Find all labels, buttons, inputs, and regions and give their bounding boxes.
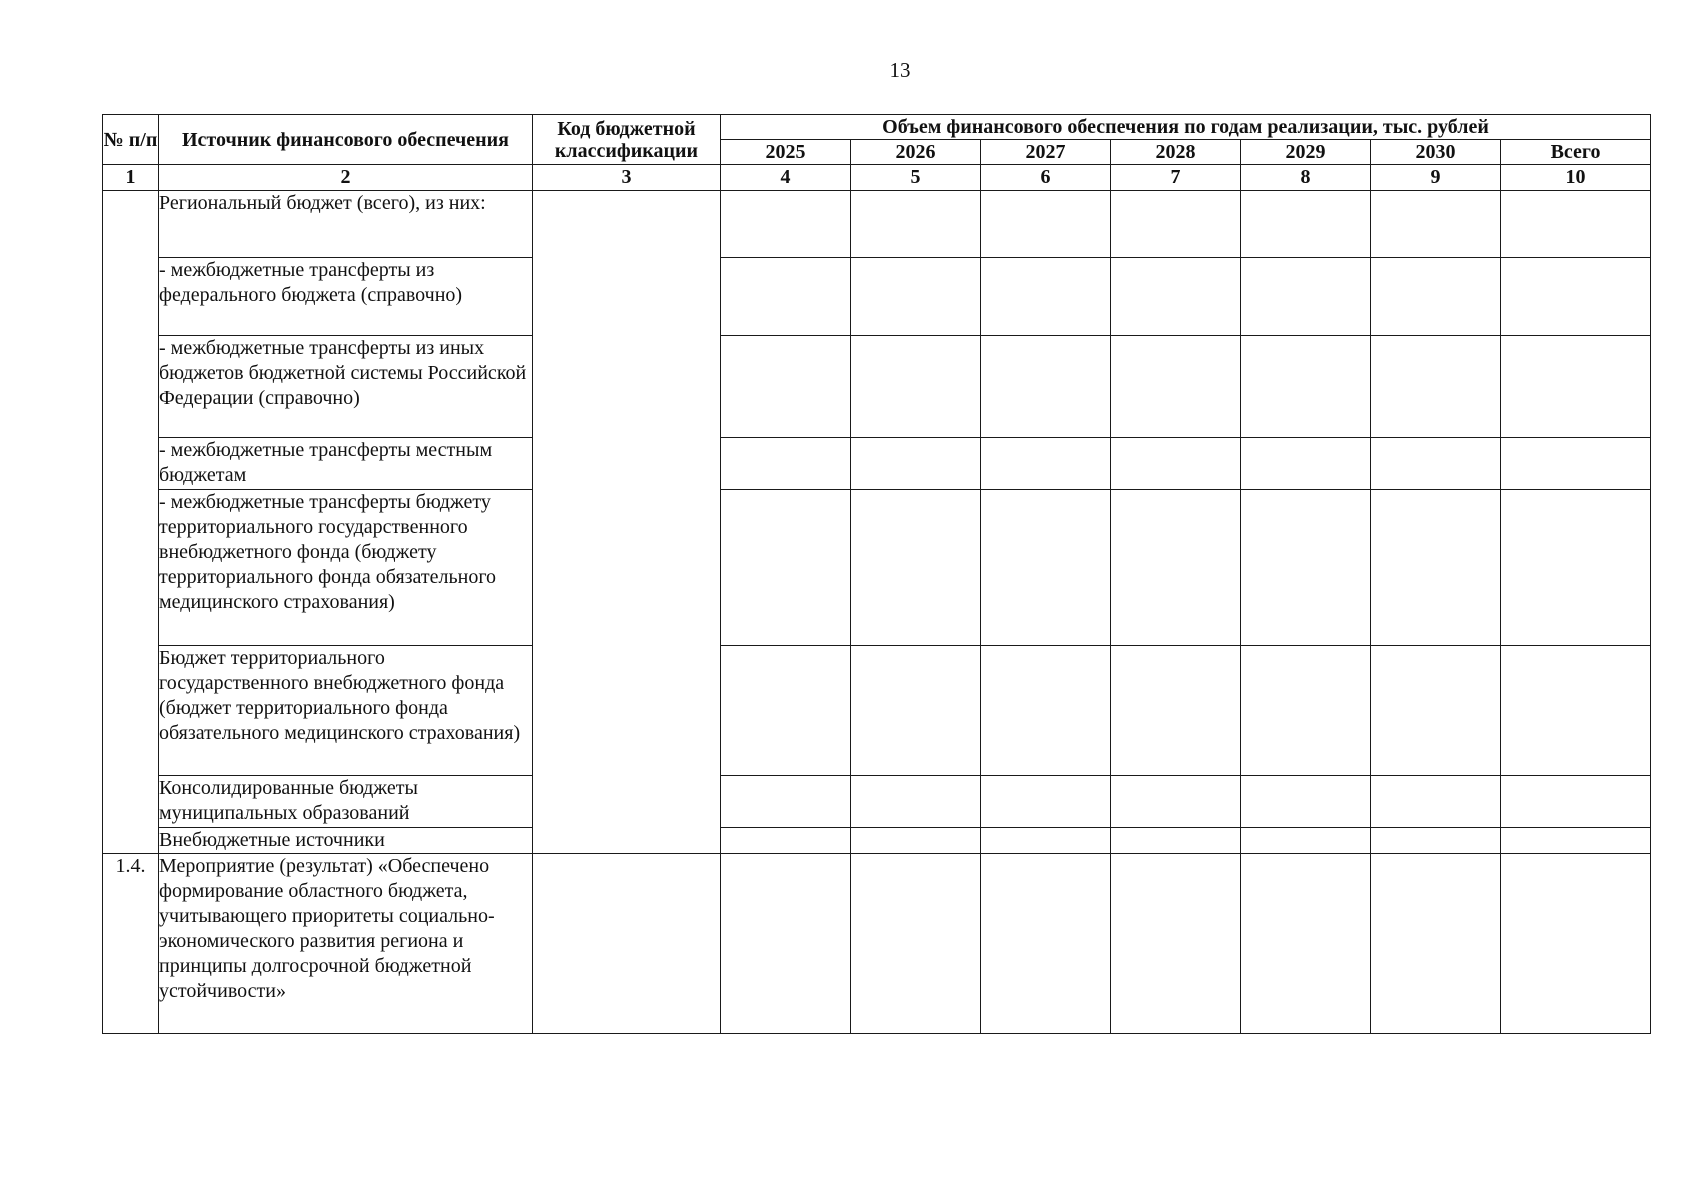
value-cell [1371, 646, 1501, 776]
source-cell: - межбюджетные трансферты местным бюджетам [159, 438, 533, 490]
row-num-cell [103, 191, 159, 854]
value-cell [1371, 776, 1501, 828]
value-cell [981, 191, 1111, 258]
value-cell [721, 336, 851, 438]
header-source: Источник финансового обеспечения [159, 115, 533, 165]
value-cell [1371, 258, 1501, 336]
value-cell [851, 828, 981, 854]
value-cell [1111, 854, 1241, 1034]
code-cell [533, 854, 721, 1034]
page-number: 13 [889, 58, 911, 82]
header-year-2030: 2030 [1371, 140, 1501, 165]
value-cell [1371, 854, 1501, 1034]
value-cell [851, 854, 981, 1034]
value-cell [1371, 191, 1501, 258]
value-cell [1241, 828, 1371, 854]
value-cell [851, 776, 981, 828]
value-cell [981, 438, 1111, 490]
table-row [103, 776, 1651, 828]
source-cell: Региональный бюджет (всего), из них: [159, 191, 533, 258]
value-cell [981, 336, 1111, 438]
column-number: 8 [1241, 165, 1371, 191]
value-cell [981, 776, 1111, 828]
value-cell [1501, 490, 1651, 646]
column-number: 9 [1371, 165, 1501, 191]
value-cell [1501, 776, 1651, 828]
value-cell [981, 490, 1111, 646]
value-cell [851, 258, 981, 336]
value-cell [1501, 336, 1651, 438]
header-year-2028: 2028 [1111, 140, 1241, 165]
value-cell [851, 646, 981, 776]
source-cell: - межбюджетные трансферты из федерального бюджета (справочно) [159, 258, 533, 336]
value-cell [1111, 258, 1241, 336]
value-cell [1241, 646, 1371, 776]
value-cell [1501, 854, 1651, 1034]
value-cell [1241, 438, 1371, 490]
column-number: 3 [533, 165, 721, 191]
value-cell [1241, 336, 1371, 438]
source-cell: Внебюджетные источники [159, 828, 533, 854]
value-cell [1241, 191, 1371, 258]
value-cell [721, 854, 851, 1034]
table-row [103, 258, 1651, 336]
header-num: № п/п [103, 115, 159, 165]
value-cell [1371, 336, 1501, 438]
value-cell [851, 336, 981, 438]
header-year-2027: 2027 [981, 140, 1111, 165]
column-number: 1 [103, 165, 159, 191]
financing-table [102, 114, 1651, 1034]
value-cell [1501, 438, 1651, 490]
column-number: 6 [981, 165, 1111, 191]
value-cell [721, 776, 851, 828]
value-cell [1501, 191, 1651, 258]
row-num-cell: 1.4. [103, 854, 159, 1034]
code-cell [533, 191, 721, 854]
value-cell [1111, 191, 1241, 258]
column-number: 5 [851, 165, 981, 191]
value-cell [1111, 646, 1241, 776]
column-number: 7 [1111, 165, 1241, 191]
column-number: 4 [721, 165, 851, 191]
value-cell [1371, 828, 1501, 854]
column-number: 10 [1501, 165, 1651, 191]
value-cell [1111, 490, 1241, 646]
table-row [103, 490, 1651, 646]
source-cell: Мероприятие (результат) «Обеспечено формирование областного бюджета, учитывающего приоритеты социально-экономического развития региона и принципы долгосрочной бюджетной устойчивости» [159, 854, 533, 1034]
header-volume: Объем финансового обеспечения по годам реализации, тыс. рублей [721, 115, 1651, 140]
table-row [103, 438, 1651, 490]
source-cell: - межбюджетные трансферты из иных бюджетов бюджетной системы Российской Федерации (справочно) [159, 336, 533, 438]
value-cell [1501, 646, 1651, 776]
value-cell [981, 646, 1111, 776]
value-cell [981, 258, 1111, 336]
source-cell: Консолидированные бюджеты муниципальных образований [159, 776, 533, 828]
table-row [103, 828, 1651, 854]
value-cell [721, 191, 851, 258]
value-cell [1241, 490, 1371, 646]
value-cell [851, 438, 981, 490]
column-number: 2 [159, 165, 533, 191]
header-year-2026: 2026 [851, 140, 981, 165]
value-cell [1371, 438, 1501, 490]
value-cell [1371, 490, 1501, 646]
source-cell: Бюджет территориального государственного внебюджетного фонда (бюджет территориального фонда обязательного медицинского страхования) [159, 646, 533, 776]
value-cell [721, 438, 851, 490]
table-row [103, 646, 1651, 776]
source-cell: - межбюджетные трансферты бюджету территориального государственного внебюджетного фонда (бюджету территориального фонда обязательного медицинского страхования) [159, 490, 533, 646]
value-cell [1501, 828, 1651, 854]
table-row [103, 854, 1651, 1034]
value-cell [721, 646, 851, 776]
table-row [103, 191, 1651, 258]
value-cell [1501, 258, 1651, 336]
value-cell [1111, 776, 1241, 828]
header-year-2029: 2029 [1241, 140, 1371, 165]
value-cell [1111, 336, 1241, 438]
column-number-row [103, 165, 1651, 191]
value-cell [981, 828, 1111, 854]
table-row [103, 336, 1651, 438]
value-cell [1111, 438, 1241, 490]
value-cell [1241, 258, 1371, 336]
value-cell [721, 490, 851, 646]
header-code: Код бюджетной классификации [533, 115, 721, 165]
value-cell [1111, 828, 1241, 854]
value-cell [721, 828, 851, 854]
value-cell [981, 854, 1111, 1034]
header-year-2025: 2025 [721, 140, 851, 165]
value-cell [851, 191, 981, 258]
value-cell [851, 490, 981, 646]
value-cell [1241, 854, 1371, 1034]
value-cell [1241, 776, 1371, 828]
financing-table-wrapper [102, 114, 1650, 1034]
value-cell [721, 258, 851, 336]
header-total: Всего [1501, 140, 1651, 165]
